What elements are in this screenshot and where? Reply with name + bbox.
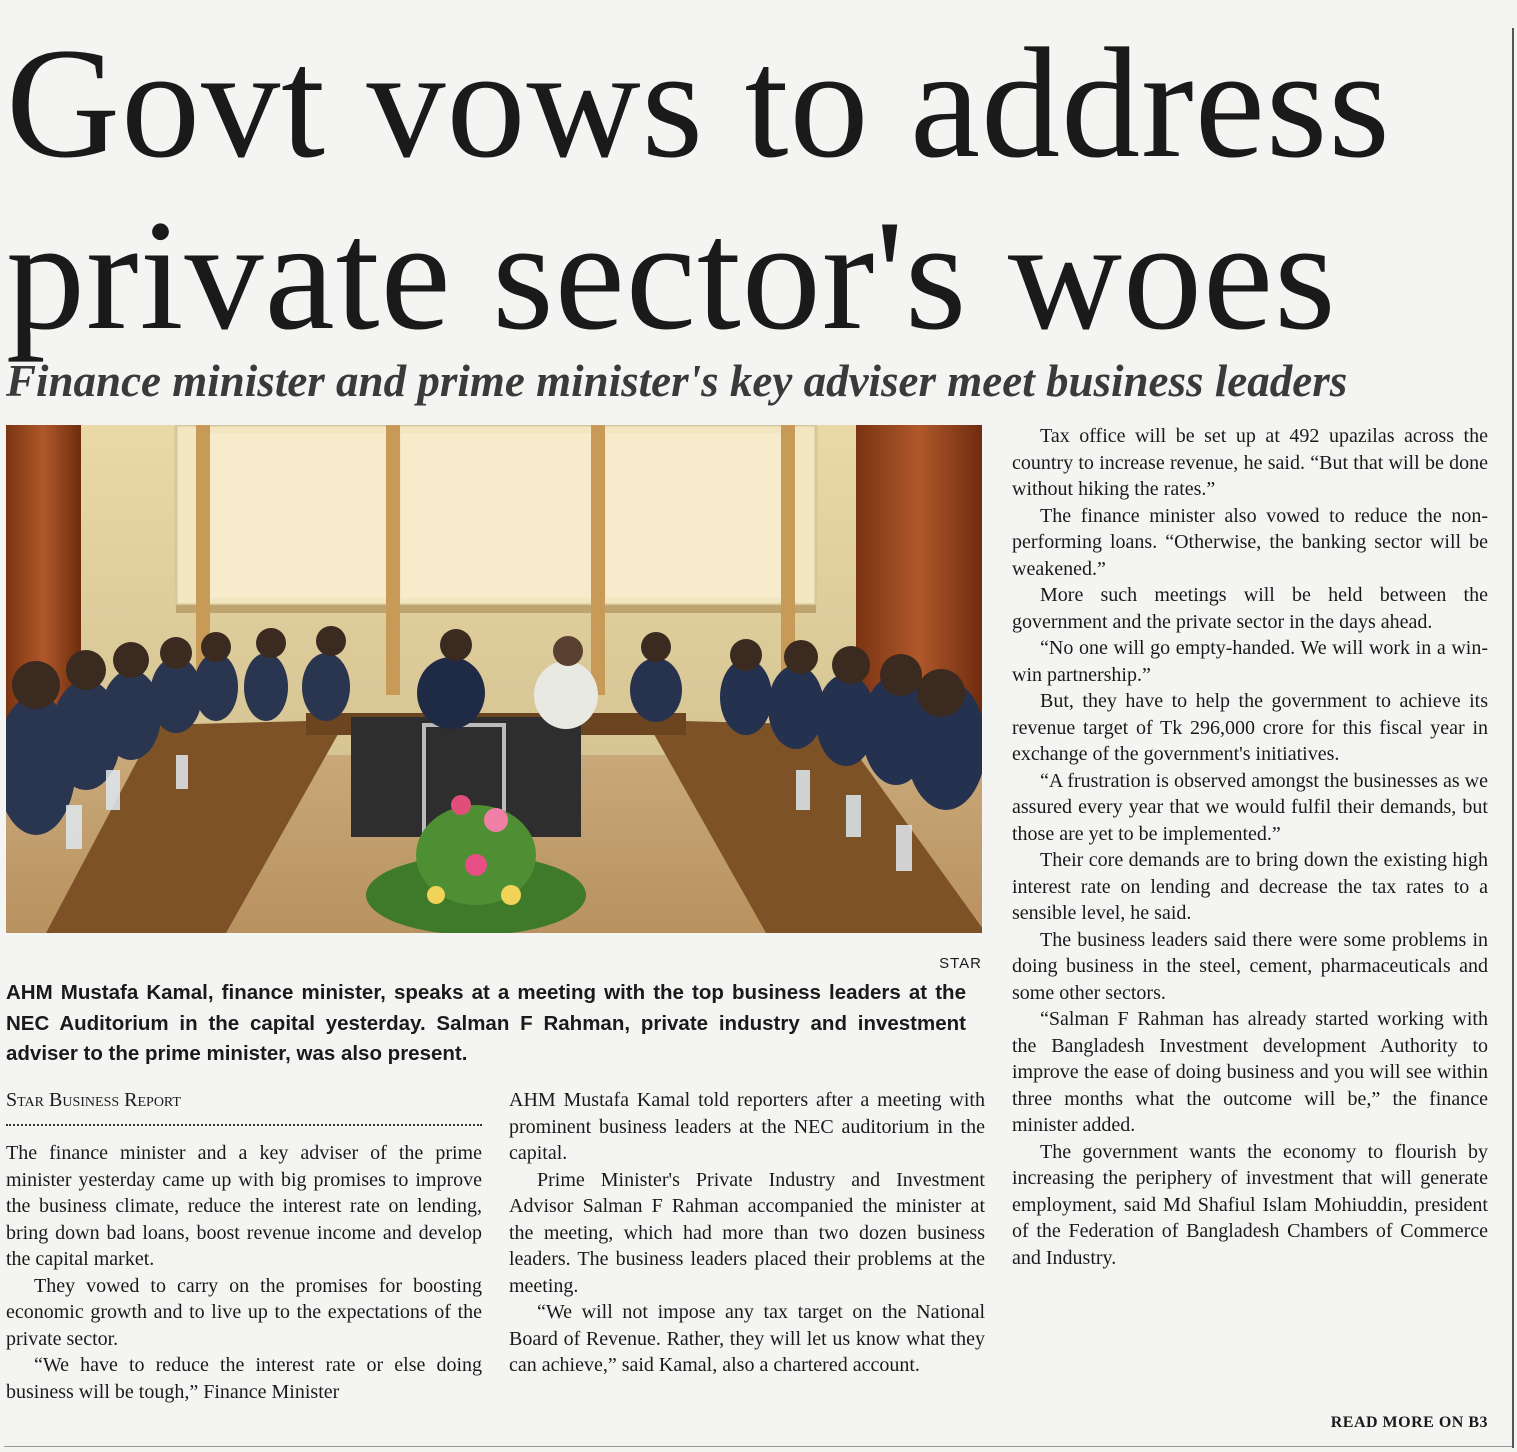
paragraph: Their core demands are to bring down the existing high interest rate on lending and decrease the tax rates to a sensible level, he said. (1012, 849, 1488, 924)
photo-credit: STAR (939, 955, 982, 972)
paragraph: The finance minister and a key adviser of the prime minister yesterday came up with big promises to improve the business climate, reduce the interest rate on lending, bring down bad loans, boost revenue income and develop the capital market. (6, 1142, 482, 1270)
read-more-jump: READ MORE ON B3 (1330, 1414, 1488, 1431)
paragraph: Prime Minister's Private Industry and Investment Advisor Salman F Rahman accompanied the minister at the meeting, which had more than two dozen business leaders. The business leaders placed their problems at the meeting. (509, 1168, 985, 1297)
meeting-photo (6, 425, 982, 933)
paragraph: AHM Mustafa Kamal told reporters after a meeting with prominent business leaders at the NEC auditorium in the capital. (509, 1089, 985, 1164)
article-column-3 (1012, 423, 1488, 1271)
bottom-rule (4, 1446, 1512, 1447)
paragraph: “Salman F Rahman has already started working with the Bangladesh Investment development Authority to improve the ease of doing business and you will see within three months what the outcome will be,” the finance minister added. (1012, 1008, 1488, 1136)
byline-dotted-rule (6, 1124, 482, 1126)
meeting-photo-illustration (6, 425, 982, 933)
paragraph: “We will not impose any tax target on the National Board of Revenue. Rather, they will let us know what they can achieve,” said Kamal, also a chartered account. (509, 1301, 985, 1376)
paragraph: But, they have to help the government to achieve its revenue target of Tk 296,000 crore for this fiscal year in exchange of the government's initiatives. (1012, 690, 1488, 765)
deck-subheadline: Finance minister and prime minister's key adviser meet business leaders (6, 356, 1348, 406)
photo-caption: AHM Mustafa Kamal, finance minister, speaks at a meeting with the top business leaders at the NEC Auditorium in the capital yesterday. Salman F Rahman, private industry and investment adviser to the prime minister, was also present. (6, 981, 966, 1065)
paragraph: The business leaders said there were some problems in doing business in the steel, cement, pharmaceuticals and some other sectors. (1012, 928, 1488, 1004)
paragraph: The government wants the economy to flourish by increasing the periphery of investment that will generate employment, said Md Shafiul Islam Mohiuddin, president of the Federation of Bangladesh Chambers of Commerce and Industry. (1012, 1140, 1488, 1269)
paragraph: Tax office will be set up at 492 upazilas across the country to increase revenue, he said. “But that will be done without hiking the rates.” (1012, 425, 1488, 500)
article-column-2 (509, 1087, 985, 1379)
paragraph: The finance minister also vowed to reduce the non-performing loans. “Otherwise, the banking sector will be weakened.” (1012, 504, 1488, 580)
byline: Star Business Report (6, 1089, 181, 1111)
paragraph: They vowed to carry on the promises for boosting economic growth and to live up to the expectations of the private sector. (6, 1274, 482, 1350)
headline-line-1: Govt vows to address (6, 16, 1391, 191)
headline-line-2: private sector's woes (6, 188, 1337, 363)
right-column-rule (1512, 28, 1514, 1448)
paragraph: “A frustration is observed amongst the businesses as we assured every year that we would fulfil their demands, but those are yet to be implemented.” (1012, 769, 1488, 845)
paragraph: “We have to reduce the interest rate or else doing business will be tough,” Finance Minister (6, 1354, 482, 1403)
article-column-1 (6, 1140, 482, 1405)
headline (6, 18, 1506, 362)
paragraph: “No one will go empty-handed. We will work in a win-win partnership.” (1012, 637, 1488, 686)
paragraph: More such meetings will be held between the government and the private sector in the days ahead. (1012, 584, 1488, 633)
